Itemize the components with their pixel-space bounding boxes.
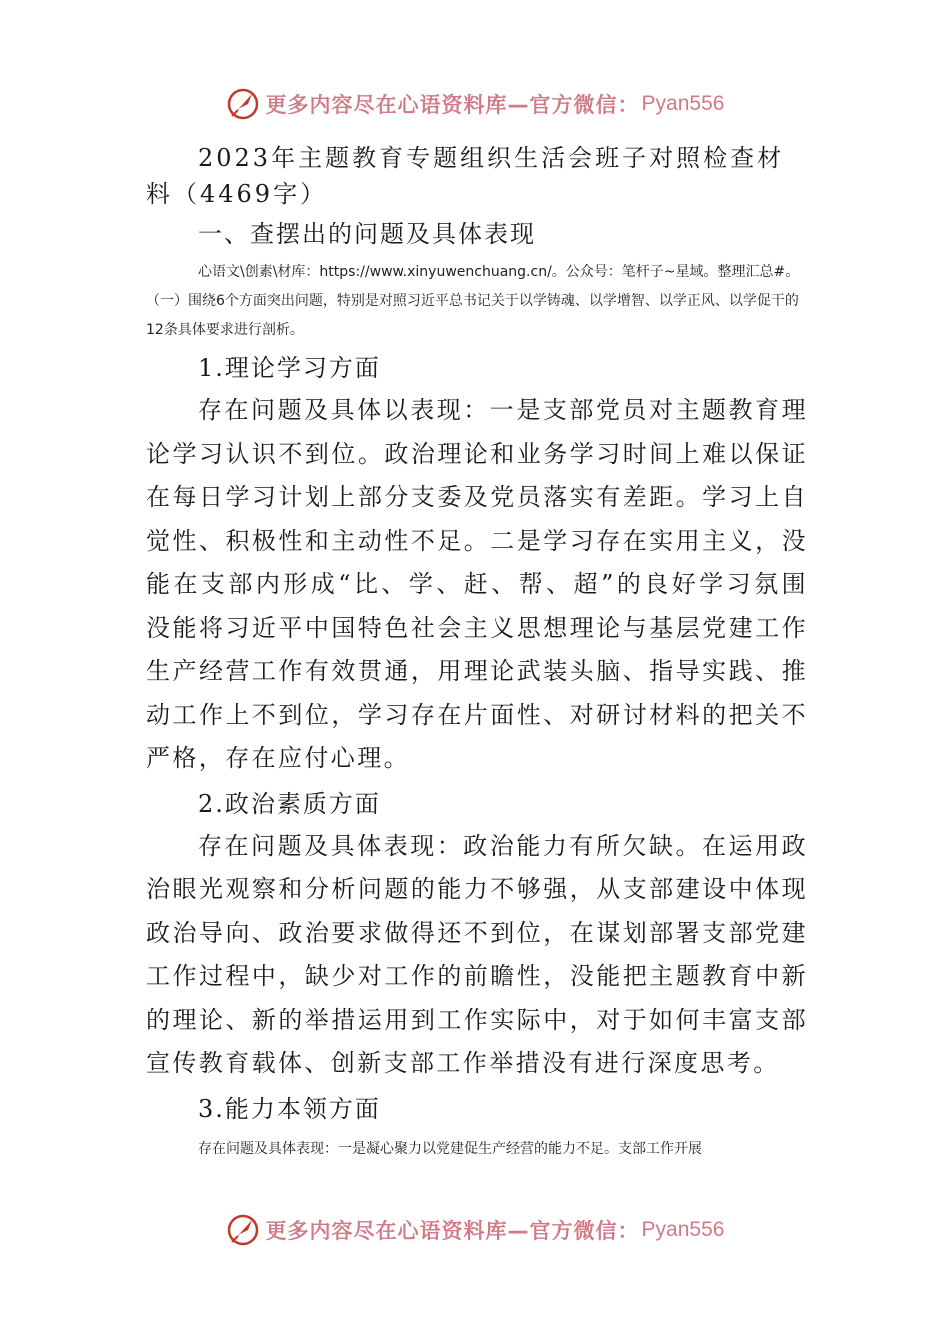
watermark-code: Pyan556 <box>641 92 725 115</box>
watermark-banner-top <box>0 84 950 124</box>
item-text-politics: 存在问题及具体表现：政治能力有所欠缺。在运用政治眼光观察和分析问题的能力不够强，从支部建设中体现政治导向、政治要求做得还不到位，在谋划部署支部党建工作过程中，缺少对工作的前瞻性，没能把主题教育中新的理论、新的举措运用到工作实际中，对于如何丰富支部宣传教育载体、创新支部工作举措没有进行深度思考。 <box>146 831 808 1077</box>
document-title: 2023年主题教育专题组织生活会班子对照检查材料（4469字） <box>146 144 785 208</box>
item-heading-politics: 2.政治素质方面 <box>198 789 381 818</box>
watermark-text: 更多内容尽在心语资料库—官方微信： <box>265 93 640 117</box>
watermark-text: 更多内容尽在心语资料库—官方微信： <box>265 1219 640 1243</box>
watermark-code: Pyan556 <box>641 1218 725 1241</box>
item-heading-ability: 3.能力本领方面 <box>198 1094 381 1123</box>
source-note: 心语文\创素\材库：https://www.xinyuwenchuang.cn/。公众号：笔杆子~星域。整理汇总#。（一）围绕6个方面突出问题，特别是对照习近平总书记关于以学铸魂、以学增智、以学正风、以学促干的12条具体要求进行剖析。 <box>146 264 800 338</box>
item-heading-theory: 1.理论学习方面 <box>198 354 381 382</box>
item-text-theory: 存在问题及具体以表现：一是支部党员对主题教育理论学习认识不到位。政治理论和业务学习时间上难以保证在每日学习计划上部分支委及党员落实有差距。学习上自觉性、积极性和主动性不足。二是学习存在实用主义，没能在支部内形成“比、学、赶、帮、超”的良好学习氛围没能将习近平中国特色社会主义思想理论与基层党建工作生产经营工作有效贯通，用理论武装头脑、指导实践、推动工作上不到位，学习存在片面性、对研讨材料的把关不严格，存在应付心理。 <box>146 396 808 772</box>
watermark-banner-bottom <box>0 1210 950 1250</box>
item-text-ability: 存在问题及具体表现：一是凝心聚力以党建促生产经营的能力不足。支部工作开展 <box>198 1140 702 1157</box>
quill-logo-icon <box>226 87 260 121</box>
document-body <box>146 140 808 1164</box>
section-heading: 一、查摆出的问题及具体表现 <box>198 220 536 248</box>
quill-logo-icon <box>226 1213 260 1247</box>
